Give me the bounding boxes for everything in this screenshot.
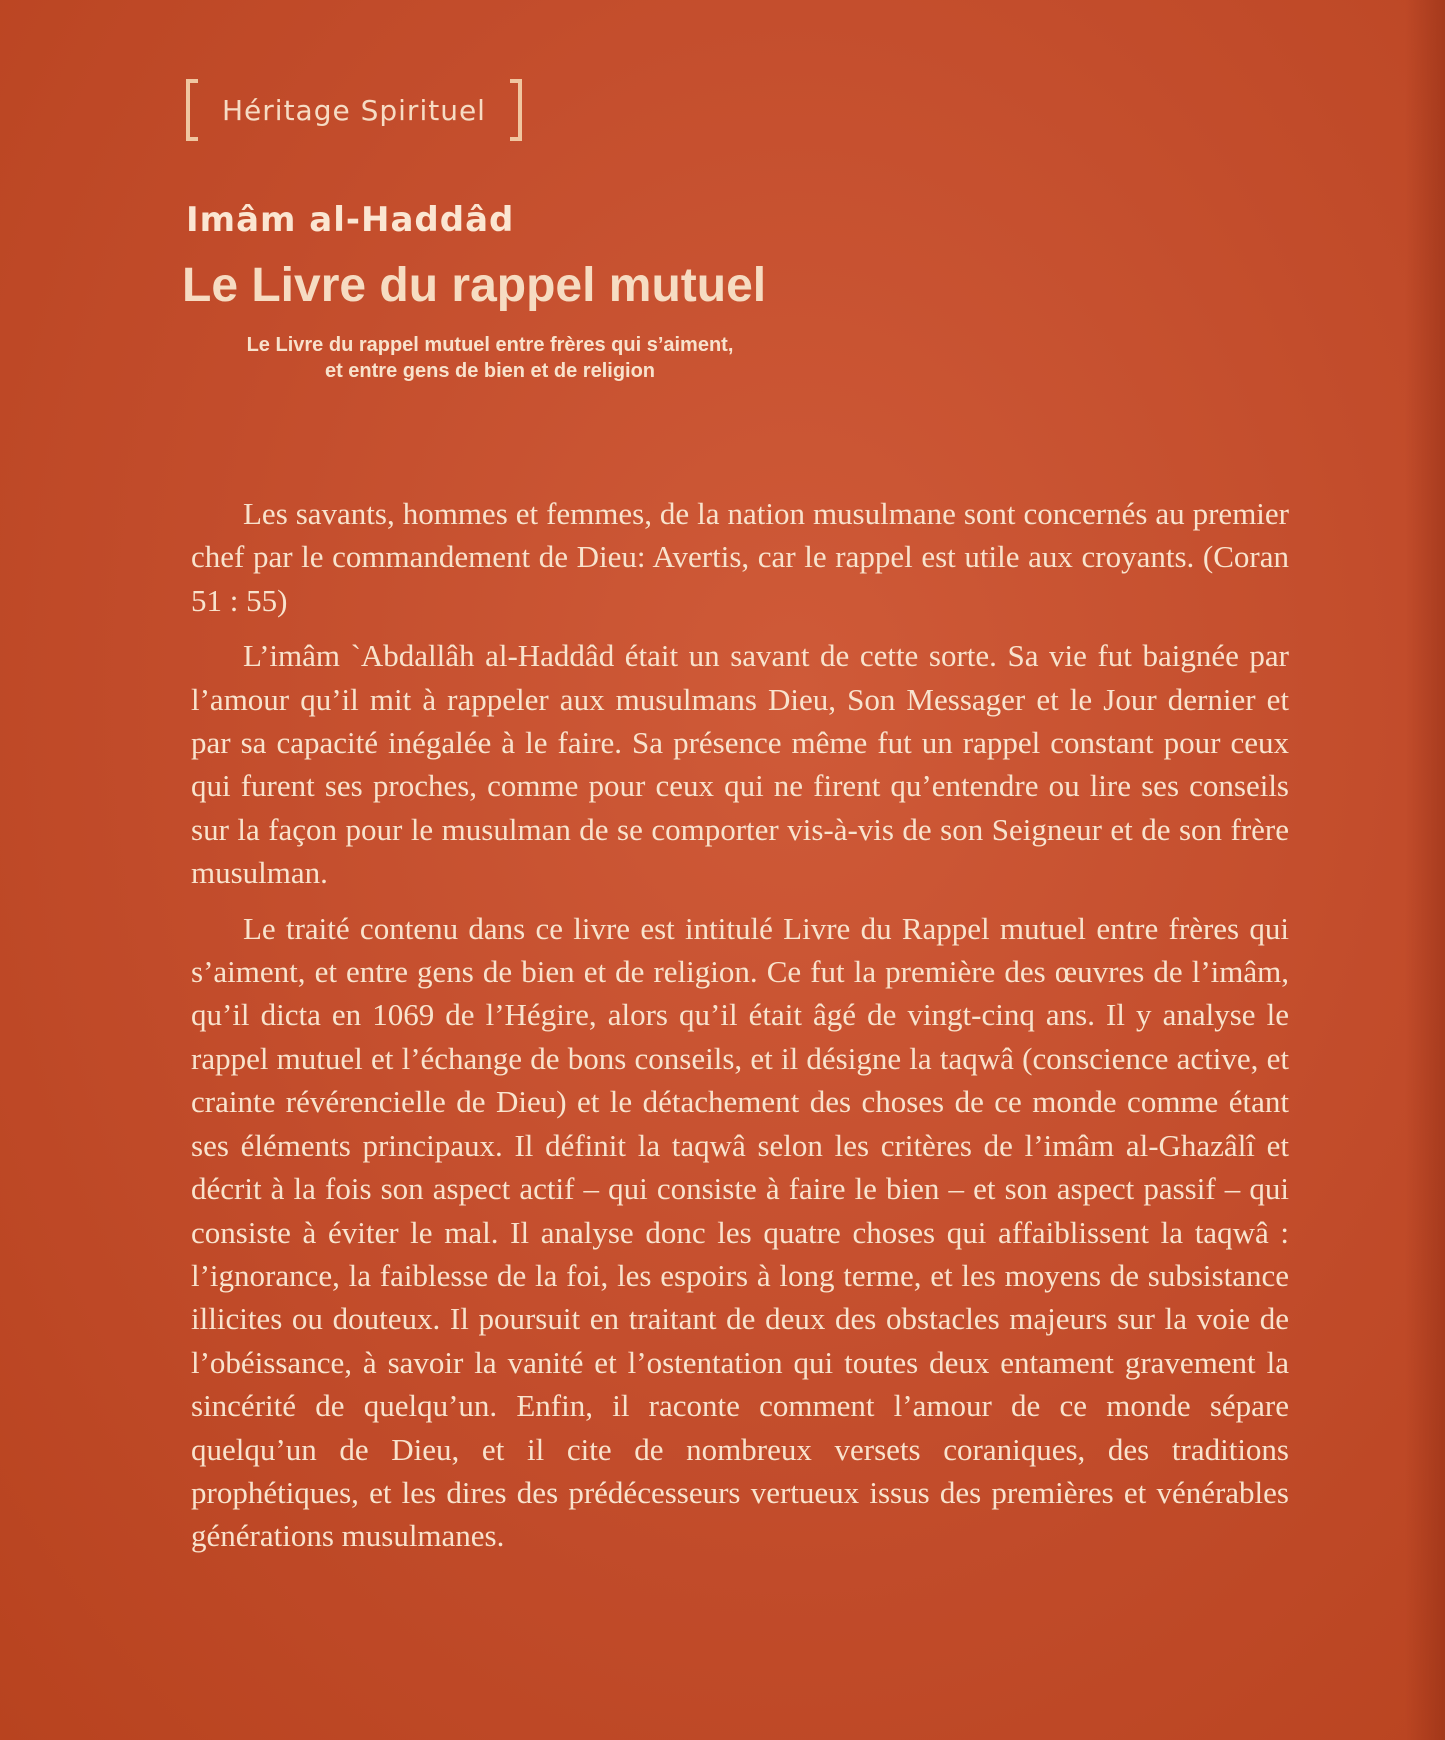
cover-edge-shadow	[1405, 0, 1445, 1740]
book-title: Le Livre du rappel mutuel	[182, 259, 767, 312]
right-bracket-icon	[510, 79, 522, 141]
author-name: Imâm al-Haddâd	[186, 200, 515, 240]
series-badge	[186, 78, 522, 142]
description-paragraph-1: Les savants, hommes et femmes, de la nation musulmane sont concernés au premier chef par le commandement de Dieu: Avertis, car le rappel est utile aux croyants. (Coran 51 : 55)	[191, 496, 1289, 618]
description-body	[191, 492, 1289, 1570]
subtitle-line-2: et entre gens de bien et de religion	[324, 360, 656, 382]
series-label: Héritage Spirituel	[222, 93, 486, 127]
description-paragraph-3: Le traité contenu dans ce livre est intitulé Livre du Rappel mutuel entre frères qui s’aiment, et entre gens de bien et de religion. Ce fut la première des œuvres de l’imâm, qu’il dicta en 1069 de l’Hégire, alors qu’il était âgé de vingt-cinq ans. Il y analyse le rappel mutuel et l’échange de bons conseils, et il désigne la taqwâ (conscience active, et crainte révérencielle de Dieu) et le détachement des choses de ce monde comme étant ses éléments principaux. Il définit la taqwâ selon les critères de l’imâm al-Ghazâlî et décrit à la fois son aspect actif – qui consiste à faire le bien – et son aspect passif – qui consiste à éviter le mal. Il analyse donc les quatre choses qui affaiblissent la taqwâ : l’ignorance, la faiblesse de la foi, les espoirs à long terme, et les moyens de subsistance illicites ou douteux. Il poursuit en traitant de deux des obstacles majeurs sur la voie de l’obéissance, à savoir la vanité et l’ostentation qui toutes deux entament gravement la sincérité de quelqu’un. Enfin, il raconte comment l’amour de ce monde sépare quelqu’un de Dieu, et il cite de nombreux versets coraniques, des traditions prophétiques, et les dires des prédécesseurs vertueux issus des premières et vénérables générations musulmanes.	[191, 910, 1289, 1554]
left-bracket-icon	[186, 79, 198, 141]
description-paragraph-2: L’imâm `Abdallâh al-Haddâd était un savant de cette sorte. Sa vie fut baignée par l’amour qu’il mit à rappeler aux musulmans Dieu, Son Messager et le Jour dernier et par sa capacité inégalée à le faire. Sa présence même fut un rappel constant pour ceux qui furent ses proches, comme pour ceux qui ne firent qu’entendre ou lire ses conseils sur la façon pour le musulman de se comporter vis-à-vis de son Seigneur et de son frère musulman.	[191, 638, 1289, 891]
subtitle-line-1: Le Livre du rappel mutuel entre frères qui s’aiment,	[246, 334, 734, 356]
book-subtitle	[190, 332, 790, 384]
